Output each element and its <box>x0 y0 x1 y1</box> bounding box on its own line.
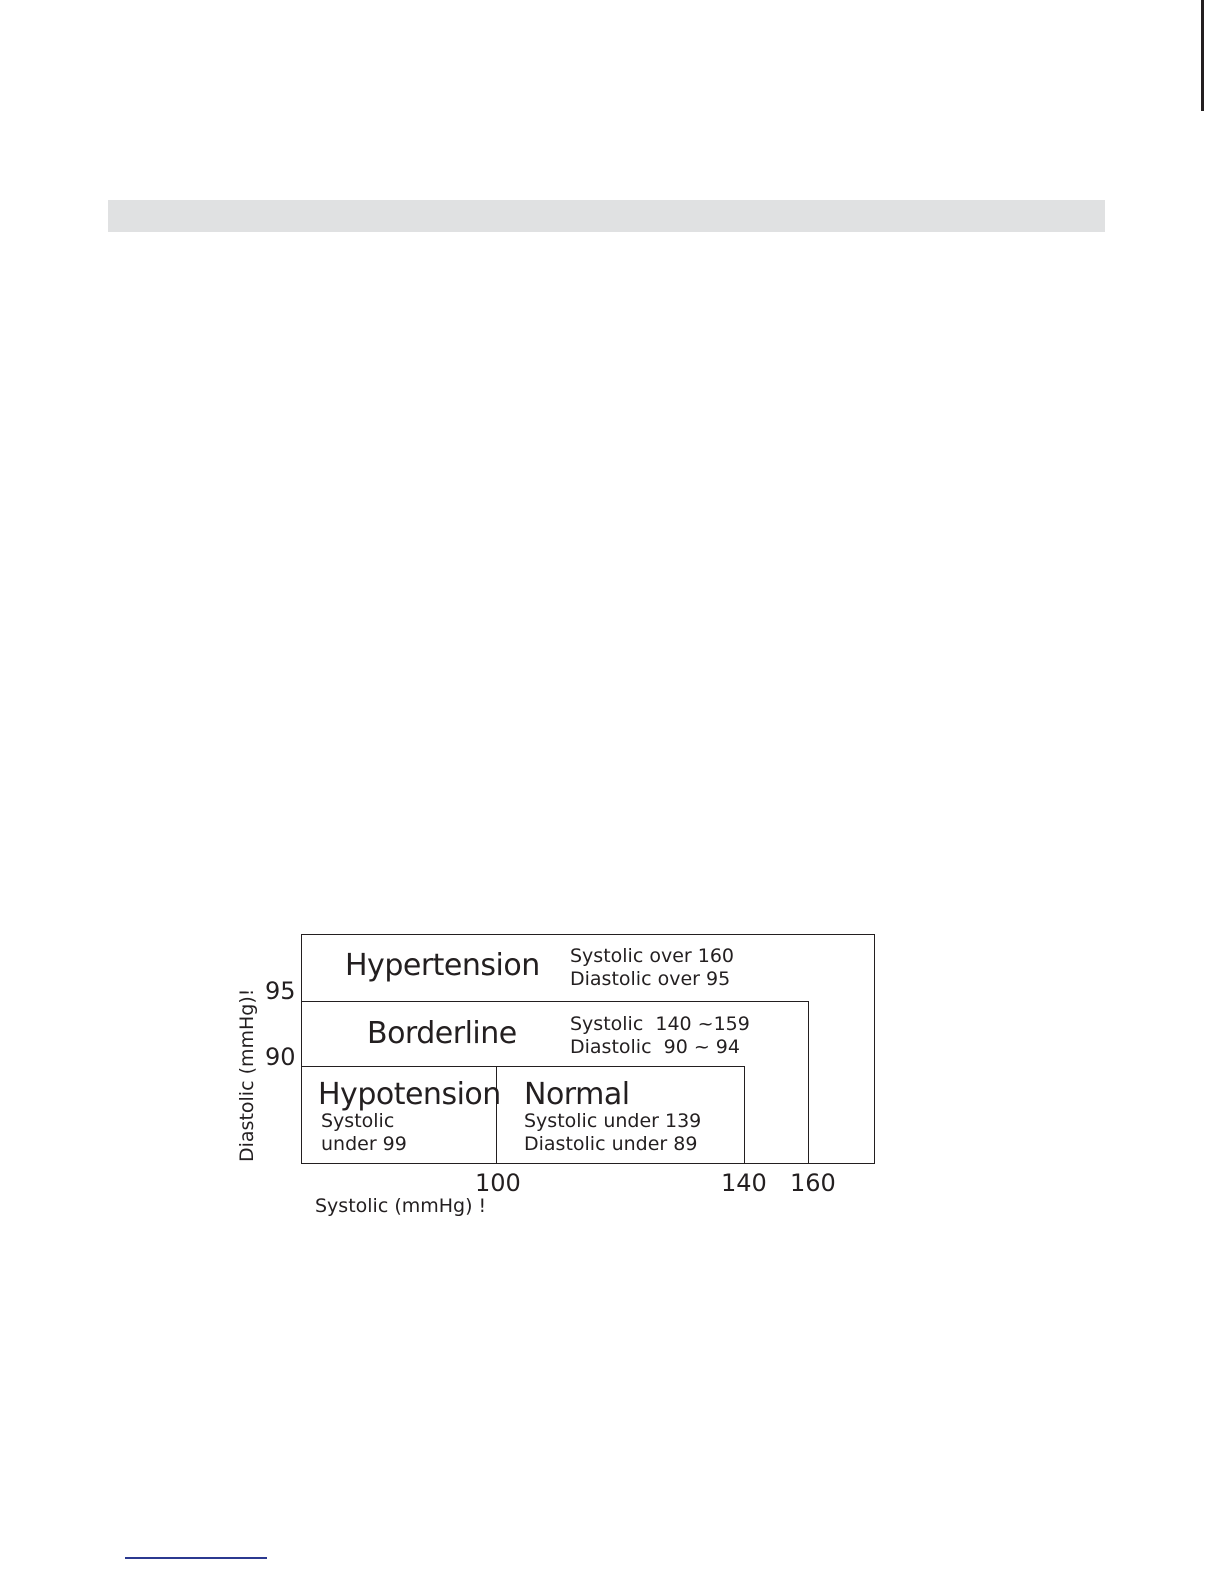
hypertension-desc: Systolic over 160 Diastolic over 95 <box>570 945 734 990</box>
normal-desc: Systolic under 139 Diastolic under 89 <box>524 1110 702 1155</box>
x-tick-140: 140 <box>721 1169 767 1197</box>
borderline-desc: Systolic 140 ~159 Diastolic 90 ~ 94 <box>570 1013 750 1058</box>
x-tick-160: 160 <box>790 1169 836 1197</box>
borderline-title: Borderline <box>367 1016 517 1051</box>
normal-title: Normal <box>524 1077 630 1112</box>
hypertension-title: Hypertension <box>345 948 540 983</box>
y-tick-90: 90 <box>265 1043 296 1071</box>
y-tick-95: 95 <box>265 977 296 1005</box>
hypotension-title: Hypotension <box>318 1077 501 1112</box>
x-tick-100: 100 <box>475 1169 521 1197</box>
y-axis-label: Diastolic (mmHg)! <box>236 988 258 1162</box>
hypotension-desc: Systolic under 99 <box>321 1110 407 1155</box>
footer-rule <box>125 1557 267 1559</box>
x-axis-label: Systolic (mmHg) ! <box>315 1195 487 1217</box>
